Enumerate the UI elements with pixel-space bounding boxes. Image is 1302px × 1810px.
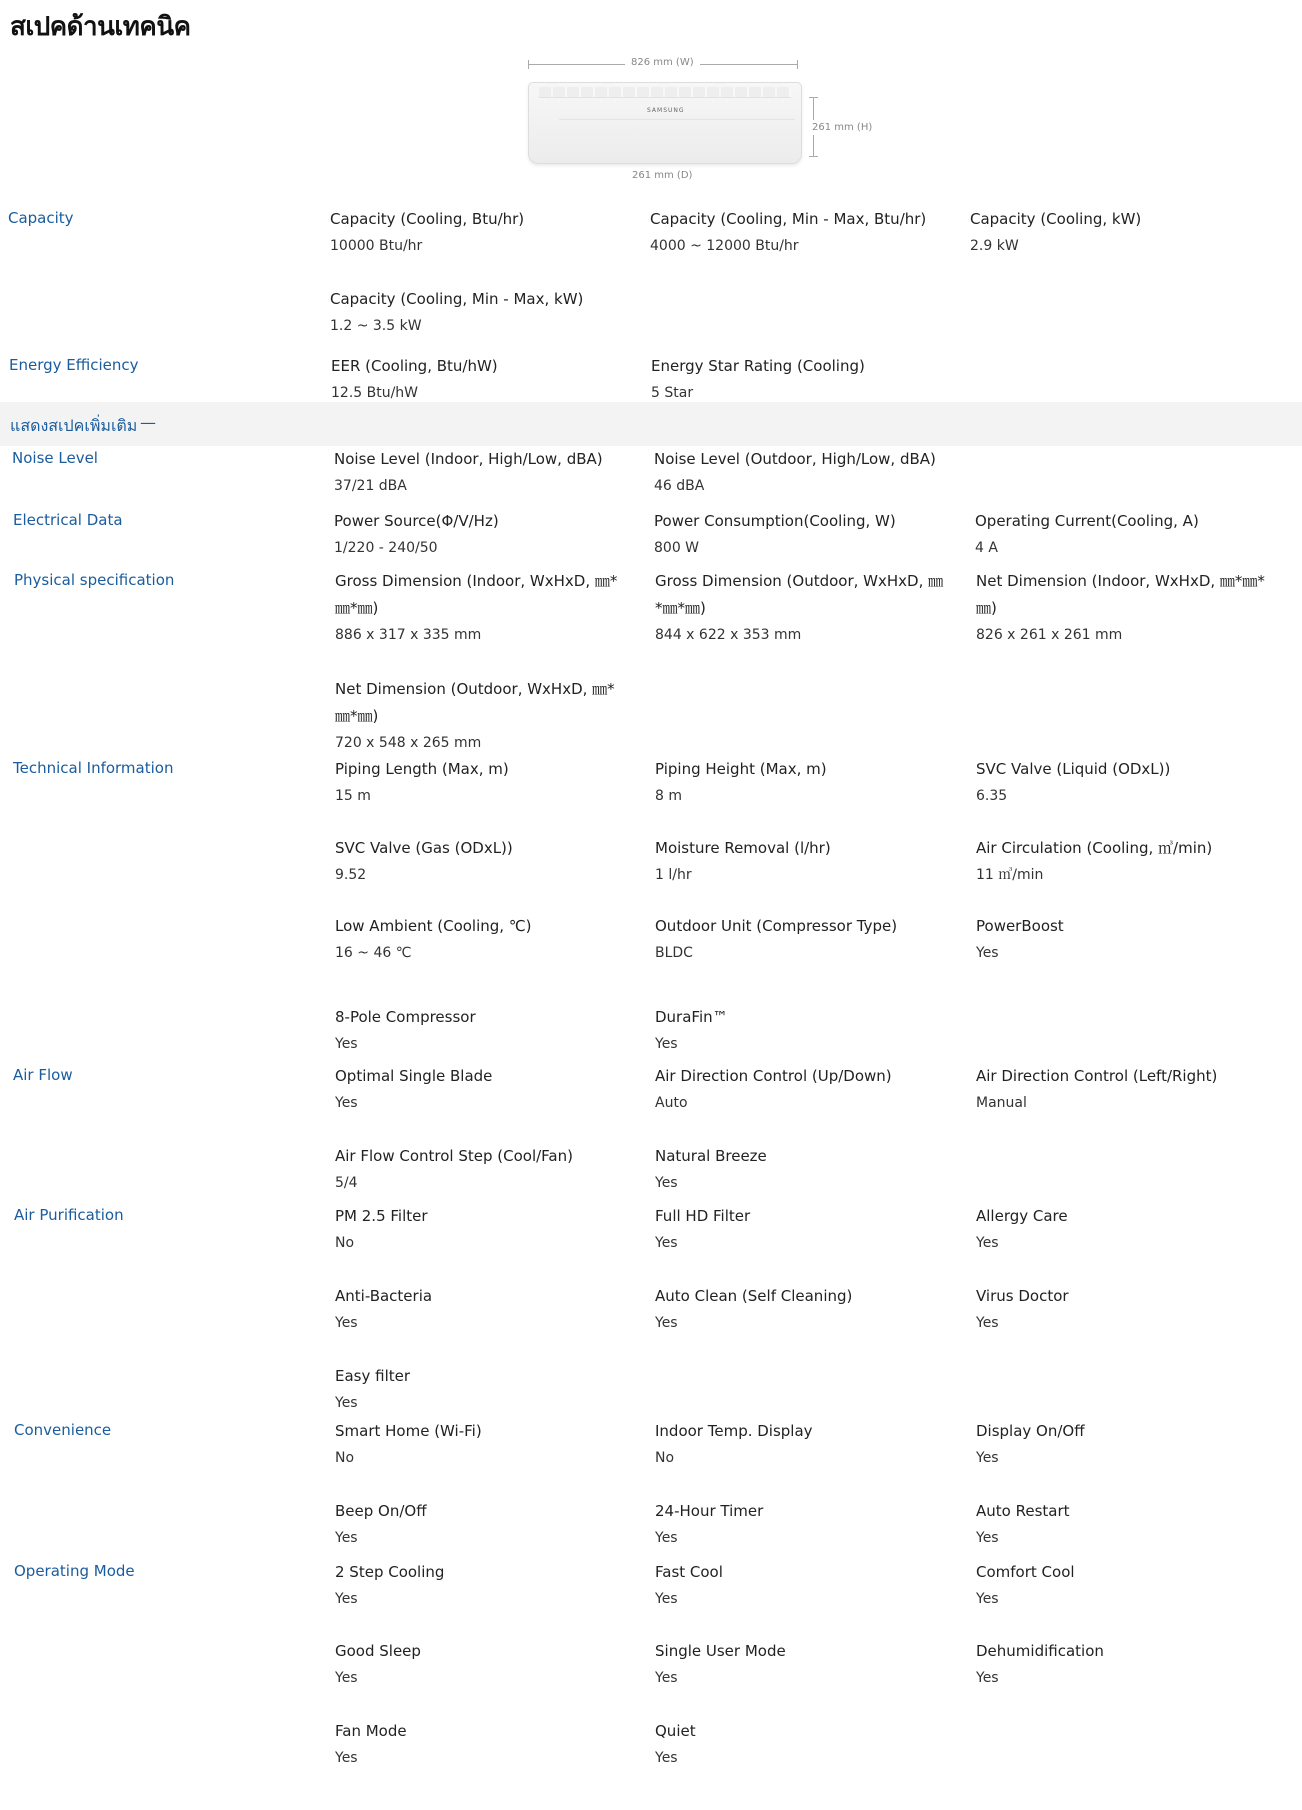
spec-name: 24-Hour Timer <box>655 1502 764 1520</box>
spec-name: Moisture Removal (l/hr) <box>655 839 831 857</box>
spec-category-label: Air Flow <box>13 1066 73 1084</box>
spec-item <box>651 353 941 406</box>
spec-name: Natural Breeze <box>655 1147 767 1165</box>
spec-item <box>976 1559 1266 1612</box>
spec-item <box>335 1203 625 1256</box>
spec-item <box>976 1498 1266 1551</box>
spec-value: Yes <box>976 1670 999 1686</box>
collapse-minus-icon[interactable]: — <box>140 413 156 432</box>
air-conditioner-image <box>528 82 802 164</box>
spec-item <box>335 1004 625 1057</box>
spec-value: Yes <box>655 1235 678 1251</box>
spec-value: Yes <box>335 1036 358 1052</box>
spec-value: Yes <box>655 1175 678 1191</box>
spec-category-label: Electrical Data <box>13 511 123 529</box>
spec-item <box>655 1418 945 1471</box>
spec-item <box>335 1143 625 1196</box>
spec-name: 8-Pole Compressor <box>335 1008 476 1026</box>
spec-name: Good Sleep <box>335 1642 421 1660</box>
spec-name: Operating Current(Cooling, A) <box>975 512 1199 530</box>
spec-value: Yes <box>335 1095 358 1111</box>
spec-item <box>334 508 624 561</box>
spec-value: 720 x 548 x 265 mm <box>335 735 482 751</box>
spec-category-label: Physical specification <box>14 571 175 589</box>
spec-value: 4 A <box>975 540 998 556</box>
spec-value: 5/4 <box>335 1175 358 1191</box>
spec-name: DuraFin™ <box>655 1008 728 1026</box>
spec-name: Noise Level (Outdoor, High/Low, dBA) <box>654 450 936 468</box>
spec-item <box>976 835 1266 888</box>
show-more-specs-label: แสดงสเปคเพิ่มเติม <box>10 416 138 435</box>
spec-category-label: Capacity <box>8 209 74 227</box>
spec-name: Allergy Care <box>976 1207 1068 1225</box>
spec-name: PowerBoost <box>976 917 1064 935</box>
spec-name: Noise Level (Indoor, High/Low, dBA) <box>334 450 603 468</box>
air-intake-grille <box>539 87 791 98</box>
spec-name: Power Source(Φ/V/Hz) <box>334 512 499 530</box>
spec-value: 16 ~ 46 ℃ <box>335 945 412 961</box>
spec-name: SVC Valve (Liquid (ODxL)) <box>976 760 1171 778</box>
spec-name: Capacity (Cooling, Btu/hr) <box>330 210 525 228</box>
spec-name: Energy Star Rating (Cooling) <box>651 357 865 375</box>
spec-name: Capacity (Cooling, kW) <box>970 210 1142 228</box>
spec-item <box>655 1063 945 1116</box>
spec-name: Fan Mode <box>335 1722 407 1740</box>
spec-value: 800 W <box>654 540 700 556</box>
spec-item <box>335 1283 625 1336</box>
spec-name: Dehumidification <box>976 1642 1104 1660</box>
spec-name: Power Consumption(Cooling, W) <box>654 512 896 530</box>
spec-item <box>655 1004 945 1057</box>
spec-value: No <box>655 1450 675 1466</box>
spec-value: Yes <box>976 1315 999 1331</box>
spec-name: Low Ambient (Cooling, ℃) <box>335 917 532 935</box>
spec-name: Quiet <box>655 1722 696 1740</box>
spec-name: Gross Dimension (Outdoor, WxHxD, ㎜*㎜*㎜) <box>655 572 944 617</box>
spec-value: Auto <box>655 1095 688 1111</box>
show-more-specs-toggle[interactable] <box>0 402 1302 446</box>
spec-item <box>334 446 624 499</box>
spec-name: Air Direction Control (Left/Right) <box>976 1067 1218 1085</box>
spec-value: 9.52 <box>335 867 367 883</box>
spec-value: 1.2 ~ 3.5 kW <box>330 318 422 334</box>
spec-value: 12.5 Btu/hW <box>331 385 419 401</box>
spec-name: SVC Valve (Gas (ODxL)) <box>335 839 513 857</box>
front-panel <box>559 119 795 149</box>
spec-value: Yes <box>976 1235 999 1251</box>
spec-item <box>976 913 1266 966</box>
spec-value: Yes <box>976 1530 999 1546</box>
spec-value: Yes <box>655 1036 678 1052</box>
spec-name: Optimal Single Blade <box>335 1067 493 1085</box>
spec-category-label: Technical Information <box>13 759 174 777</box>
spec-value: 10000 Btu/hr <box>330 238 423 254</box>
spec-name: Comfort Cool <box>976 1563 1075 1581</box>
spec-item <box>335 835 625 888</box>
spec-value: 11 ㎥/min <box>976 867 1044 883</box>
spec-value: No <box>335 1235 355 1251</box>
spec-value: 2.9 kW <box>970 238 1019 254</box>
spec-value: 844 x 622 x 353 mm <box>655 627 802 643</box>
spec-item <box>976 568 1266 648</box>
spec-item <box>976 1203 1266 1256</box>
spec-value: BLDC <box>655 945 693 961</box>
spec-value: Yes <box>335 1750 358 1766</box>
spec-item <box>335 676 625 756</box>
brand-logo: SAMSUNG <box>647 107 685 114</box>
spec-category-label: Air Purification <box>14 1206 124 1224</box>
spec-item <box>335 913 625 966</box>
spec-value: 886 x 317 x 335 mm <box>335 627 482 643</box>
spec-item <box>655 1559 945 1612</box>
spec-value: 826 x 261 x 261 mm <box>976 627 1123 643</box>
spec-item <box>654 508 944 561</box>
spec-value: Yes <box>335 1530 358 1546</box>
spec-category-label: Operating Mode <box>14 1562 135 1580</box>
spec-item <box>976 1638 1266 1691</box>
height-dimension-label: 261 mm (H) <box>812 122 873 133</box>
spec-item <box>655 1143 945 1196</box>
spec-value: 46 dBA <box>654 478 705 494</box>
spec-value: Manual <box>976 1095 1027 1111</box>
spec-item <box>331 353 621 406</box>
spec-item <box>655 568 945 648</box>
spec-value: 15 m <box>335 788 371 804</box>
spec-name: Capacity (Cooling, Min - Max, Btu/hr) <box>650 210 927 228</box>
spec-name: Piping Height (Max, m) <box>655 760 827 778</box>
spec-item <box>975 508 1265 561</box>
spec-item <box>335 1363 625 1416</box>
spec-name: Outdoor Unit (Compressor Type) <box>655 917 898 935</box>
spec-item <box>335 1559 625 1612</box>
spec-name: Gross Dimension (Indoor, WxHxD, ㎜*㎜*㎜) <box>335 572 618 617</box>
spec-name: Anti-Bacteria <box>335 1287 433 1305</box>
spec-item <box>335 1063 625 1116</box>
spec-name: Virus Doctor <box>976 1287 1069 1305</box>
depth-dimension-label: 261 mm (D) <box>632 170 693 181</box>
spec-item <box>655 1283 945 1336</box>
spec-name: Indoor Temp. Display <box>655 1422 813 1440</box>
page-title: สเปคด้านเทคนิค <box>10 12 191 42</box>
spec-name: PM 2.5 Filter <box>335 1207 428 1225</box>
spec-name: Single User Mode <box>655 1642 786 1660</box>
spec-item <box>335 568 625 648</box>
spec-name: Air Circulation (Cooling, ㎥/min) <box>976 839 1213 857</box>
spec-category-label: Noise Level <box>12 449 98 467</box>
spec-value: Yes <box>655 1750 678 1766</box>
spec-name: Air Direction Control (Up/Down) <box>655 1067 892 1085</box>
spec-item <box>655 756 945 809</box>
spec-value: Yes <box>335 1315 358 1331</box>
spec-item <box>335 1718 625 1771</box>
spec-name: EER (Cooling, Btu/hW) <box>331 357 498 375</box>
spec-item <box>976 756 1266 809</box>
spec-value: 4000 ~ 12000 Btu/hr <box>650 238 799 254</box>
spec-item <box>335 1638 625 1691</box>
spec-name: Auto Clean (Self Cleaning) <box>655 1287 853 1305</box>
spec-item <box>655 1203 945 1256</box>
spec-value: Yes <box>976 1591 999 1607</box>
spec-value: Yes <box>335 1591 358 1607</box>
spec-value: Yes <box>335 1395 358 1411</box>
spec-item <box>976 1063 1266 1116</box>
width-dimension-label: 826 mm (W) <box>625 57 700 68</box>
spec-name: Net Dimension (Outdoor, WxHxD, ㎜*㎜*㎜) <box>335 680 615 725</box>
spec-item <box>655 1498 945 1551</box>
spec-value: Yes <box>976 1450 999 1466</box>
spec-name: Easy filter <box>335 1367 411 1385</box>
spec-item <box>335 1498 625 1551</box>
spec-category-label: Convenience <box>14 1421 112 1439</box>
spec-value: 37/21 dBA <box>334 478 407 494</box>
spec-name: Piping Length (Max, m) <box>335 760 509 778</box>
spec-item <box>976 1418 1266 1471</box>
spec-item <box>976 1283 1266 1336</box>
spec-item <box>654 446 944 499</box>
spec-item <box>655 1638 945 1691</box>
product-dimension-illustration <box>520 52 880 187</box>
spec-name: 2 Step Cooling <box>335 1563 445 1581</box>
spec-value: Yes <box>655 1315 678 1331</box>
spec-item <box>655 835 945 888</box>
spec-value: 1 l/hr <box>655 867 692 883</box>
spec-item <box>970 206 1260 259</box>
spec-item <box>335 1418 625 1471</box>
spec-item <box>655 1718 945 1771</box>
spec-value: 5 Star <box>651 385 694 401</box>
spec-value: Yes <box>655 1670 678 1686</box>
spec-value: No <box>335 1450 355 1466</box>
spec-value: Yes <box>655 1591 678 1607</box>
spec-item <box>330 206 620 259</box>
spec-value: 1/220 - 240/50 <box>334 540 438 556</box>
spec-item <box>655 913 945 966</box>
spec-name: Display On/Off <box>976 1422 1085 1440</box>
spec-item <box>650 206 940 259</box>
spec-name: Air Flow Control Step (Cool/Fan) <box>335 1147 573 1165</box>
spec-name: Fast Cool <box>655 1563 723 1581</box>
spec-name: Net Dimension (Indoor, WxHxD, ㎜*㎜*㎜) <box>976 572 1265 617</box>
spec-name: Auto Restart <box>976 1502 1070 1520</box>
spec-item <box>330 286 620 339</box>
spec-value: 8 m <box>655 788 682 804</box>
spec-name: Capacity (Cooling, Min - Max, kW) <box>330 290 584 308</box>
spec-value: Yes <box>655 1530 678 1546</box>
spec-category-label: Energy Efficiency <box>9 356 139 374</box>
spec-name: Full HD Filter <box>655 1207 751 1225</box>
spec-item <box>335 756 625 809</box>
spec-name: Beep On/Off <box>335 1502 427 1520</box>
spec-value: 6.35 <box>976 788 1008 804</box>
spec-value: Yes <box>976 945 999 961</box>
spec-name: Smart Home (Wi-Fi) <box>335 1422 482 1440</box>
spec-value: Yes <box>335 1670 358 1686</box>
